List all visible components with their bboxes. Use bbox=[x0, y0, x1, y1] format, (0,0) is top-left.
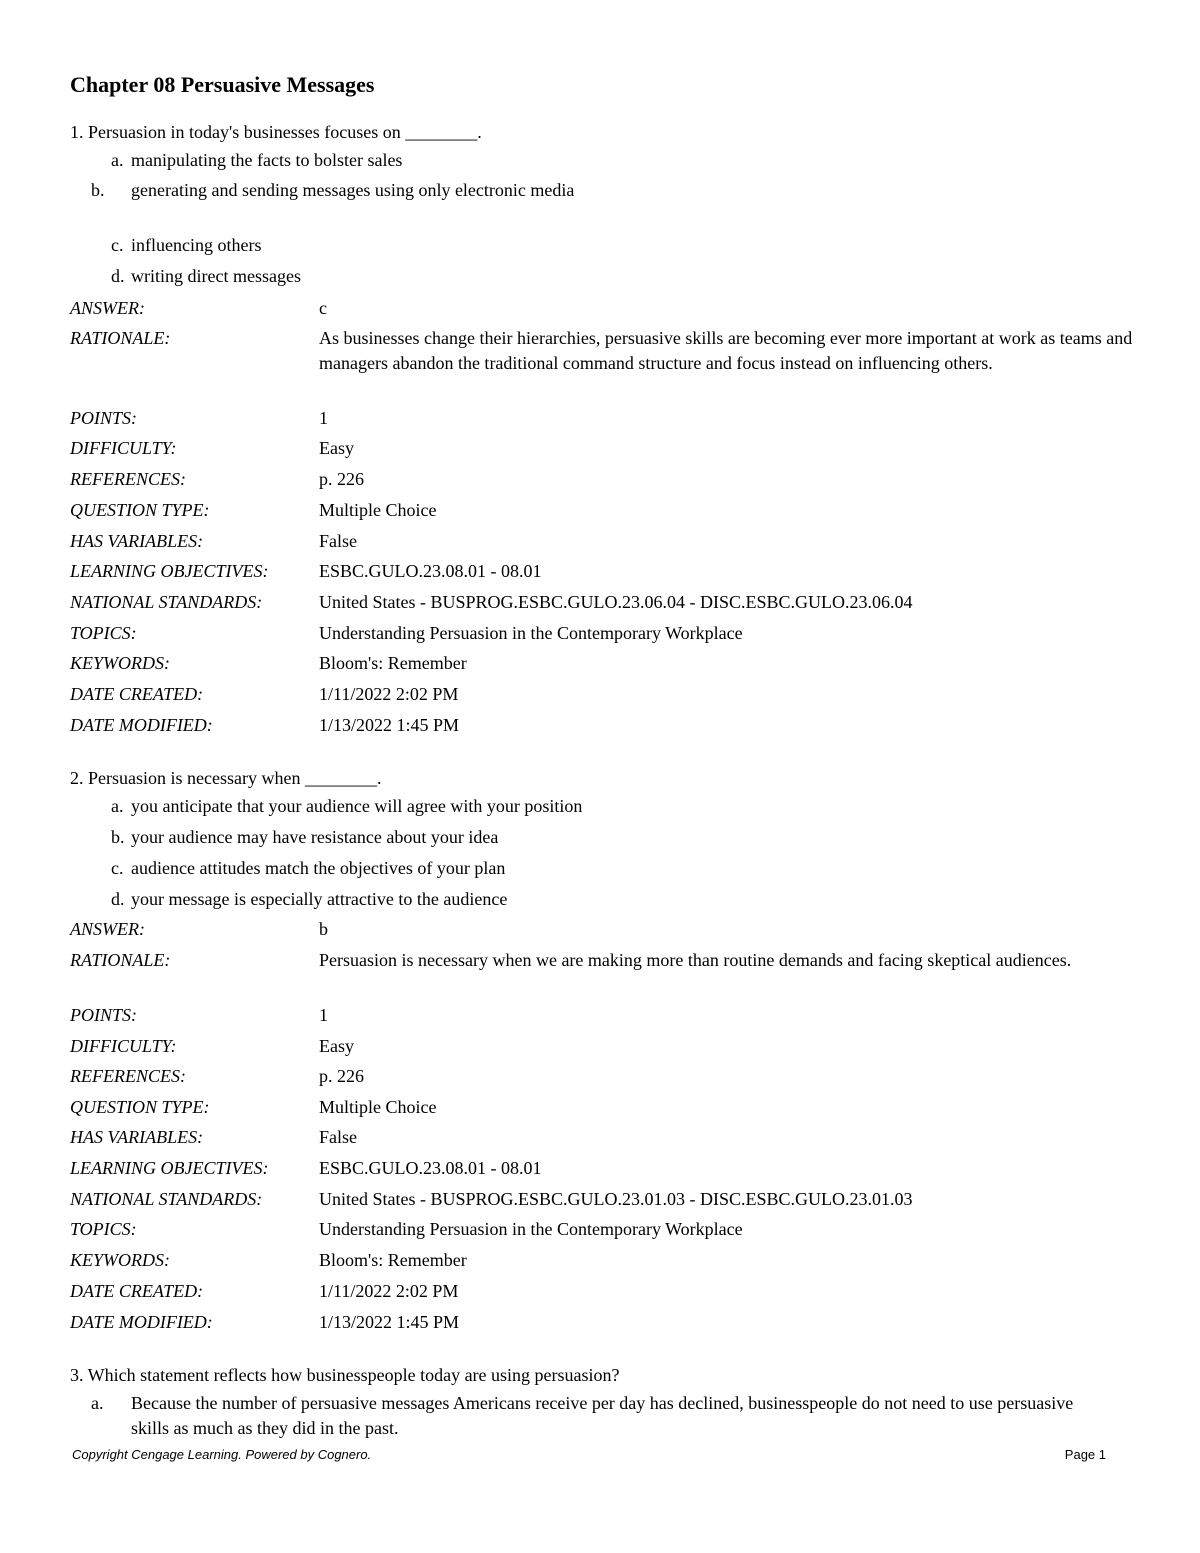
has-variables-label: HAS VARIABLES: bbox=[70, 531, 204, 551]
answer-label: ANSWER: bbox=[70, 298, 145, 318]
national-standards-label: NATIONAL STANDARDS: bbox=[70, 592, 263, 612]
references-label: REFERENCES: bbox=[70, 1066, 186, 1086]
option-text: Because the number of persuasive messages Americans receive per day has declined, businesspeople do not need to use persuasive skills as much as they did in the past. bbox=[131, 1393, 1074, 1438]
question-1-option-d bbox=[111, 264, 621, 289]
option-text: you anticipate that your audience will agree with your position bbox=[131, 796, 583, 816]
has-variables-value: False bbox=[319, 531, 357, 551]
option-text: audience attitudes match the objectives of your plan bbox=[131, 858, 506, 878]
national-standards-label: NATIONAL STANDARDS: bbox=[70, 1189, 263, 1209]
date-modified-label: DATE MODIFIED: bbox=[70, 715, 213, 735]
learning-objectives-value: ESBC.GULO.23.08.01 - 08.01 bbox=[319, 561, 542, 581]
date-created-value: 1/11/2022 2:02 PM bbox=[319, 684, 459, 704]
date-modified-value: 1/13/2022 1:45 PM bbox=[319, 715, 460, 735]
option-letter: b. bbox=[91, 180, 105, 200]
points-value: 1 bbox=[319, 1005, 328, 1025]
option-letter: d. bbox=[111, 266, 125, 286]
answer-value: c bbox=[319, 298, 327, 318]
question-type-label: QUESTION TYPE: bbox=[70, 1097, 210, 1117]
answer-value: b bbox=[319, 919, 328, 939]
keywords-label: KEYWORDS: bbox=[70, 653, 170, 673]
question-2-option-d bbox=[111, 887, 1111, 912]
option-text: writing direct messages bbox=[131, 266, 301, 286]
date-created-label: DATE CREATED: bbox=[70, 684, 204, 704]
learning-objectives-label: LEARNING OBJECTIVES: bbox=[70, 561, 269, 581]
date-modified-label: DATE MODIFIED: bbox=[70, 1312, 213, 1332]
learning-objectives-value: ESBC.GULO.23.08.01 - 08.01 bbox=[319, 1158, 542, 1178]
difficulty-label: DIFFICULTY: bbox=[70, 1036, 177, 1056]
question-3-option-a bbox=[91, 1391, 1091, 1441]
topics-value: Understanding Persuasion in the Contemporary Workplace bbox=[319, 623, 743, 643]
national-standards-value: United States - BUSPROG.ESBC.GULO.23.01.03 - DISC.ESBC.GULO.23.01.03 bbox=[319, 1189, 913, 1209]
option-text: manipulating the facts to bolster sales bbox=[131, 150, 403, 170]
question-3-stem: 3. Which statement reflects how businesspeople today are using persuasion? bbox=[70, 1365, 620, 1385]
option-text: influencing others bbox=[131, 235, 262, 255]
topics-label: TOPICS: bbox=[70, 1219, 137, 1239]
keywords-value: Bloom's: Remember bbox=[319, 1250, 467, 1270]
points-value: 1 bbox=[319, 408, 328, 428]
rationale-label: RATIONALE: bbox=[70, 950, 171, 970]
question-1-option-b bbox=[91, 178, 641, 203]
option-letter: c. bbox=[111, 235, 124, 255]
option-letter: c. bbox=[111, 858, 124, 878]
page-number: Page 1 bbox=[1064, 1447, 1106, 1462]
option-letter: a. bbox=[111, 796, 124, 816]
copyright-footer: Copyright Cengage Learning. Powered by Cognero. bbox=[72, 1447, 372, 1462]
question-1-option-c bbox=[111, 233, 621, 258]
option-letter: d. bbox=[111, 889, 125, 909]
rationale-value: As businesses change their hierarchies, persuasive skills are becoming ever more important at work as teams and managers abandon the traditional command structure and focus instead on influencing others. bbox=[319, 328, 1133, 373]
question-2-option-b bbox=[111, 825, 1111, 850]
date-modified-value: 1/13/2022 1:45 PM bbox=[319, 1312, 460, 1332]
question-2-option-a bbox=[111, 794, 1111, 819]
option-text: your audience may have resistance about your idea bbox=[131, 827, 499, 847]
references-value: p. 226 bbox=[319, 469, 364, 489]
option-text: your message is especially attractive to the audience bbox=[131, 889, 508, 909]
option-letter: b. bbox=[111, 827, 125, 847]
page-title: Chapter 08 Persuasive Messages bbox=[70, 72, 375, 97]
points-label: POINTS: bbox=[70, 1005, 137, 1025]
learning-objectives-label: LEARNING OBJECTIVES: bbox=[70, 1158, 269, 1178]
answer-label: ANSWER: bbox=[70, 919, 145, 939]
question-1-option-a bbox=[111, 148, 621, 173]
keywords-label: KEYWORDS: bbox=[70, 1250, 170, 1270]
topics-value: Understanding Persuasion in the Contemporary Workplace bbox=[319, 1219, 743, 1239]
national-standards-value: United States - BUSPROG.ESBC.GULO.23.06.04 - DISC.ESBC.GULO.23.06.04 bbox=[319, 592, 913, 612]
difficulty-value: Easy bbox=[319, 1036, 354, 1056]
date-created-value: 1/11/2022 2:02 PM bbox=[319, 1281, 459, 1301]
date-created-label: DATE CREATED: bbox=[70, 1281, 204, 1301]
question-1-stem: 1. Persuasion in today's businesses focuses on ________. bbox=[70, 122, 482, 142]
difficulty-label: DIFFICULTY: bbox=[70, 438, 177, 458]
difficulty-value: Easy bbox=[319, 438, 354, 458]
question-2-stem: 2. Persuasion is necessary when ________. bbox=[70, 768, 382, 788]
has-variables-label: HAS VARIABLES: bbox=[70, 1127, 204, 1147]
question-type-label: QUESTION TYPE: bbox=[70, 500, 210, 520]
references-label: REFERENCES: bbox=[70, 469, 186, 489]
question-2-option-c bbox=[111, 856, 1111, 881]
question-type-value: Multiple Choice bbox=[319, 500, 437, 520]
points-label: POINTS: bbox=[70, 408, 137, 428]
option-text: generating and sending messages using only electronic media bbox=[131, 180, 575, 200]
references-value: p. 226 bbox=[319, 1066, 364, 1086]
option-letter: a. bbox=[91, 1393, 104, 1413]
option-letter: a. bbox=[111, 150, 124, 170]
has-variables-value: False bbox=[319, 1127, 357, 1147]
topics-label: TOPICS: bbox=[70, 623, 137, 643]
keywords-value: Bloom's: Remember bbox=[319, 653, 467, 673]
rationale-value: Persuasion is necessary when we are making more than routine demands and facing skeptical audiences. bbox=[319, 950, 1072, 970]
rationale-label: RATIONALE: bbox=[70, 328, 171, 348]
question-type-value: Multiple Choice bbox=[319, 1097, 437, 1117]
